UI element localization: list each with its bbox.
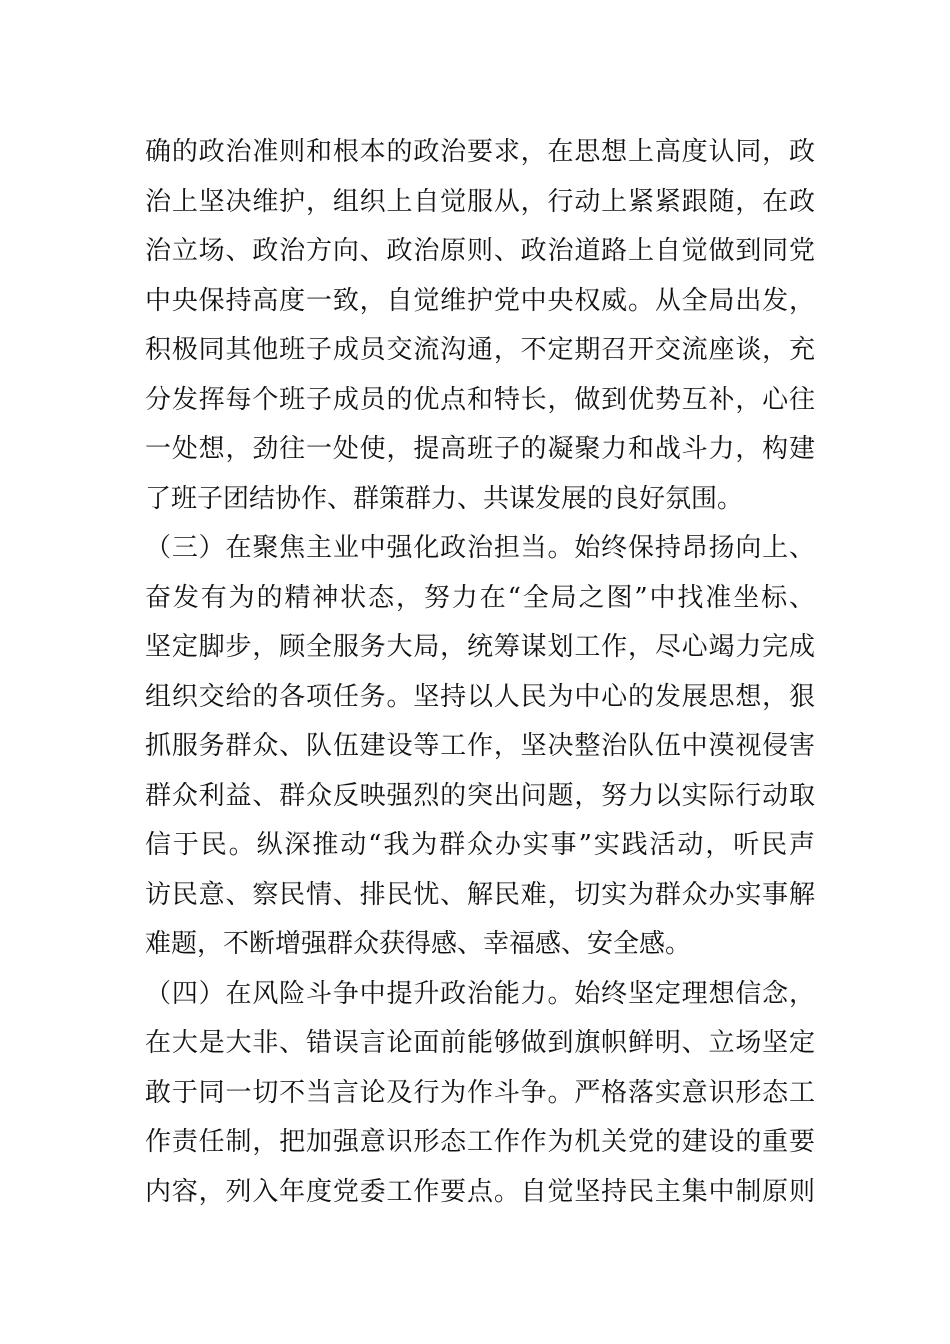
text-line: 积极同其他班子成员交流沟通，不定期召开交流座谈，充 [145, 335, 815, 365]
text-line: 奋发有为的精神状态，努力在“全局之图”中找准坐标、 [145, 582, 815, 613]
text-line: 治上坚决维护，组织上自觉服从，行动上紧紧跟随，在政 [145, 186, 815, 217]
text-line: 分发挥每个班子成员的优点和特长，做到优势互补，心往 [145, 384, 815, 415]
text-line: 内容，列入年度党委工作要点。自觉坚持民主集中制原则 [145, 1176, 815, 1207]
text-line: 确的政治准则和根本的政治要求，在思想上高度认同，政 [145, 137, 815, 167]
text-line: 在大是大非、错误言论面前能够做到旗帜鲜明、立场坚定 [145, 1028, 815, 1058]
document-body [145, 128, 815, 1217]
text-line: 难题，不断增强群众获得感、幸福感、安全感。 [145, 929, 692, 959]
text-line: 坚定脚步，顾全服务大局，统筹谋划工作，尽心竭力完成 [145, 632, 815, 662]
text-line: 访民意、察民情、排民忧、解民难，切实为群众办实事解 [145, 879, 815, 910]
section-heading-line: （四）在风险斗争中提升政治能力。始终坚定理想信念， [145, 978, 815, 1009]
text-line: 群众利益、群众反映强烈的突出问题，努力以实际行动取 [145, 780, 815, 811]
text-line: 组织交给的各项任务。坚持以人民为中心的发展思想，狠 [145, 681, 815, 712]
text-line: 作责任制，把加强意识形态工作作为机关党的建设的重要 [145, 1127, 815, 1157]
text-line: 信于民。纵深推动“我为群众办实事”实践活动，听民声 [145, 830, 815, 860]
text-line: 敢于同一切不当言论及行为作斗争。严格落实意识形态工 [145, 1077, 815, 1108]
text-line: 中央保持高度一致，自觉维护党中央权威。从全局出发， [145, 285, 815, 316]
text-line: 了班子团结协作、群策群力、共谋发展的良好氛围。 [145, 483, 744, 514]
section-heading-line: （三）在聚焦主业中强化政治担当。始终保持昂扬向上、 [145, 533, 815, 563]
text-line: 抓服务群众、队伍建设等工作，坚决整治队伍中漠视侵害 [145, 731, 815, 761]
text-line: 一处想，劲往一处使，提高班子的凝聚力和战斗力，构建 [145, 434, 815, 464]
text-line: 治立场、政治方向、政治原则、政治道路上自觉做到同党 [145, 236, 815, 266]
